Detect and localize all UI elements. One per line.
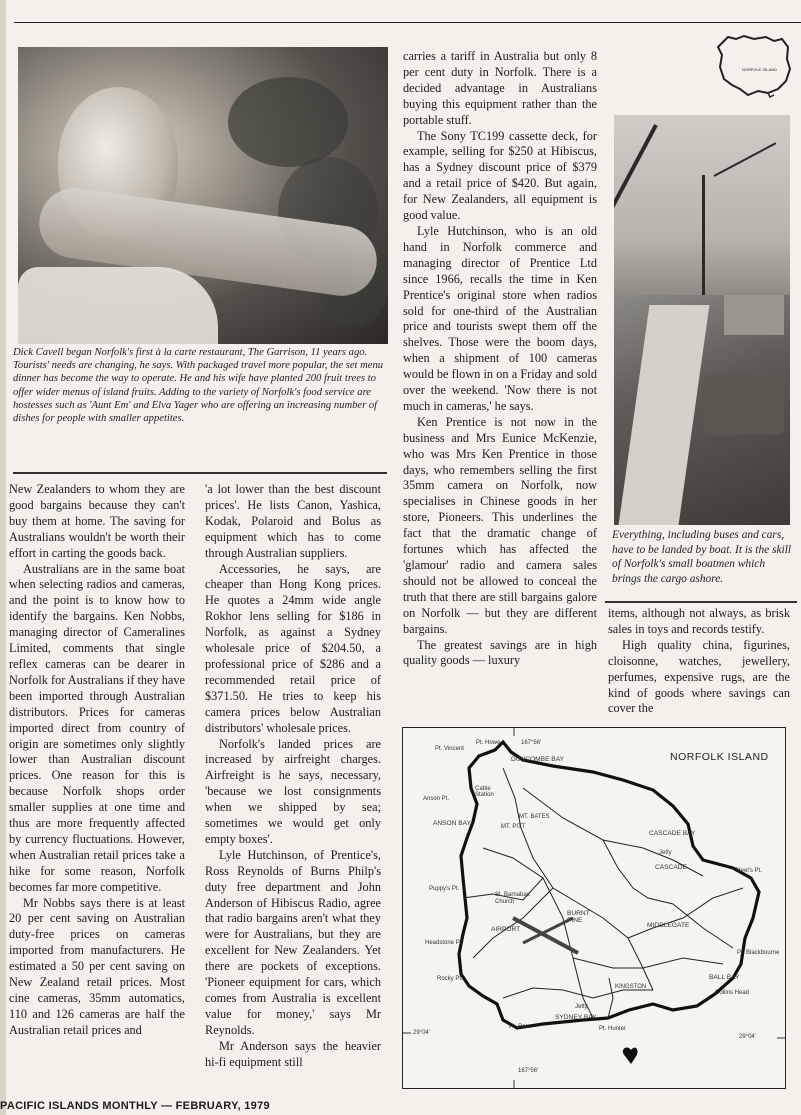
map-label: CASCADE BAY: [649, 830, 696, 837]
photo-caption-wharf: Everything, including buses and cars, have to be landed by boat. It is the skill of Norfolk's small boatmen which brings the cargo ashore.: [612, 529, 792, 585]
inset-locator-map: [714, 33, 792, 98]
page-binding-edge: [0, 0, 6, 1115]
paragraph: Ken Prentice is not now in the business and Mrs Eunice McKenzie, who was Mrs Ken Prentice in those days, who remembers selling the first 35mm camera on Norfolk, now specialises in Chinese goods in her store, Pioneers. This underlines the fact that the dramatic change of fortunes which has affected the 'glamour' radio and camera sales should not be allowed to conceal the truth that there are still bargains galore on Norfolk — but they are different bargains.: [403, 414, 597, 636]
paragraph: The greatest savings are in high quality goods — luxury: [403, 637, 597, 668]
coord-right: 29°04': [739, 1034, 756, 1040]
map-title: NORFOLK ISLAND: [670, 751, 769, 763]
map-label: Cable Station: [475, 786, 494, 798]
article-column-2: [205, 482, 381, 1071]
map-label: Jetty: [575, 1004, 588, 1010]
paragraph: 'a lot lower than the best discount prices'. He lists Canon, Yashica, Kodak, Polaroid and Bolus as equipment which has to come through Australian suppliers.: [205, 482, 381, 560]
photo-caption-top: Dick Cavell began Norfolk's first à la carte restaurant, The Garrison, 11 years ago. Tourists' needs are changing, he says. With packaged travel more popular, the set menu dinner has become the way to operate. He and his wife have planted 200 fruit trees to offer wider menus of island fruits. Adding to the variety of Norfolk's food service are hostesses such as 'Aunt Em' and Elva Yager who are offering an increasing number of dishes for people with smaller appetites.: [13, 347, 384, 425]
map-label: MT. PITT: [501, 824, 526, 830]
coord-left: 29°04': [413, 1030, 430, 1036]
paragraph: New Zealanders to whom they are good bargains because they can't buy them at home. The saving for Australians wouldn't be worth their effort in carting the goods back.: [9, 482, 185, 560]
inset-label: NORFOLK ISLAND: [742, 67, 777, 72]
paragraph: items, although not always, as brisk sales in toys and records testify.: [608, 606, 790, 636]
map-label: AIRPORT: [491, 926, 521, 933]
coord-bottom: 167°56': [518, 1068, 539, 1074]
map-label: BALL BAY: [709, 974, 740, 981]
map-label: DUNCOMBE BAY: [511, 756, 565, 763]
map-label: MT. BATES: [519, 814, 550, 820]
map-label: Collins Head: [715, 990, 750, 996]
map-label: Puppy's Pt.: [429, 886, 460, 892]
paragraph: carries a tariff in Australia but only 8 per cent duty in Norfolk. There is a decided advantage in Australians buying this equipment rather than the portable stuff.: [403, 49, 597, 127]
paragraph: Lyle Hutchinson, of Prentice's, Ross Reynolds of Burns Philp's duty free department and John Anderson of Hibiscus Radio, agree that radio bargains aren't what they were for Australians, but they are excellent for New Zealanders. Yet there are pockets of exceptions. 'Pioneer equipment for cars, which comes from Australia is excellent value for money,' says Mr Reynolds.: [205, 847, 381, 1037]
map-label: Pt. Ross: [509, 1024, 532, 1030]
map-label: Anson Pt.: [423, 796, 450, 802]
paragraph: Australians are in the same boat when selecting radios and cameras, and the point is to know how to identify the bargains. Ken Nobbs, managing director of Cameralines Limited, comments that single reflex cameras can be dearer in Norfolk for Australians if they have been imported through Australian distributors. Prices for cameras imported direct from country of origin are sometimes only slightly lower than Australian discount prices. One reason for this is because Norfolk shops order smaller supplies at one time and thus are more frequently affected by currency fluctuations. However, when Australian retail prices take a hike for some reason, Norfolk becomes far more competitive.: [9, 561, 185, 894]
map-label: KINGSTON: [615, 984, 647, 990]
paragraph: Mr Nobbs says there is at least 20 per cent saving on Australian duty-free prices on cameras imported from manufacturers. He estimated a 50 per cent saving on New Zealand retail prices. Most cine cameras, 35mm automatics, 110 and 126 cameras are half the Australian retail prices and: [9, 895, 185, 1037]
paragraph: Mr Anderson says the heavier hi-fi equipment still: [205, 1038, 381, 1069]
map-label: Pt. Howe: [476, 740, 501, 746]
map-label: Pt. Blackbourne: [737, 950, 780, 956]
map-label: St. Barnabas Church: [495, 892, 530, 905]
paragraph: Lyle Hutchinson, who is an old hand in Norfolk commerce and managing director of Prentice Ltd since 1966, recalls the time in Ken Prentice's original store when radios sold for one-third of the Australian price and tourists swept them off the shelves. Those were the boom days, when a shipment of 100 cameras would be flown in on a Friday and sold over the weekend. 'Now there is not much in cameras,' he says.: [403, 223, 597, 413]
paragraph: The Sony TC199 cassette deck, for example, selling for $250 at Hibiscus, has a Sydney discount price of $379 and a retail price of $420. But again, for New Zealanders, all equipment is good value.: [403, 128, 597, 223]
paragraph: Accessories, he says, are cheaper than Hong Kong prices. He quotes a 24mm wide angle Rokhor lens selling for $186 in Norfolk, as against a Sydney wholesale price of $204.50, a professional price of $286 and a recommended retail price of $371.50. He tries to keep his camera prices below Australian distributors' wholesale prices.: [205, 561, 381, 735]
article-column-3: [403, 49, 597, 669]
norfolk-island-map: [402, 727, 786, 1089]
map-label: Headstone Pt.: [425, 940, 464, 946]
map-label: Pt. Vincent: [435, 746, 464, 752]
caption-rule-2: [605, 601, 797, 603]
paragraph: Norfolk's landed prices are increased by airfreight charges. Airfreight is he says, necessary, 'because we lost consignments when we shipped by sea; sometimes we would get only empty boxes'.: [205, 736, 381, 846]
map-label: Pt. Hunter: [599, 1026, 627, 1032]
top-rule: [14, 22, 801, 23]
map-label: ANSON BAY: [433, 820, 471, 827]
paragraph: High quality china, figurines, cloisonne, watches, jewellery, perfumes, expensive rugs, are the kind of goods where savings can cover the: [608, 637, 790, 716]
chef-photo: [18, 47, 388, 344]
wharf-photo: [614, 115, 790, 525]
map-label: Rocky Pt.: [437, 976, 463, 982]
map-label: SYDNEY BAY: [555, 1014, 597, 1021]
coord-top: 167°56': [521, 740, 542, 746]
page-footer: PACIFIC ISLANDS MONTHLY — FEBRUARY, 1979: [0, 1100, 270, 1112]
article-column-1: [9, 482, 185, 1039]
map-drawing: [403, 728, 785, 1088]
map-label: CASCADE: [655, 864, 687, 871]
caption-rule: [13, 472, 387, 474]
map-label: MIDDLEGATE: [647, 922, 690, 929]
map-label: Steel's Pt.: [735, 868, 762, 874]
map-label: BURNT PINE: [567, 910, 590, 924]
article-column-4: [608, 606, 790, 717]
map-label: Jetty: [659, 850, 672, 856]
